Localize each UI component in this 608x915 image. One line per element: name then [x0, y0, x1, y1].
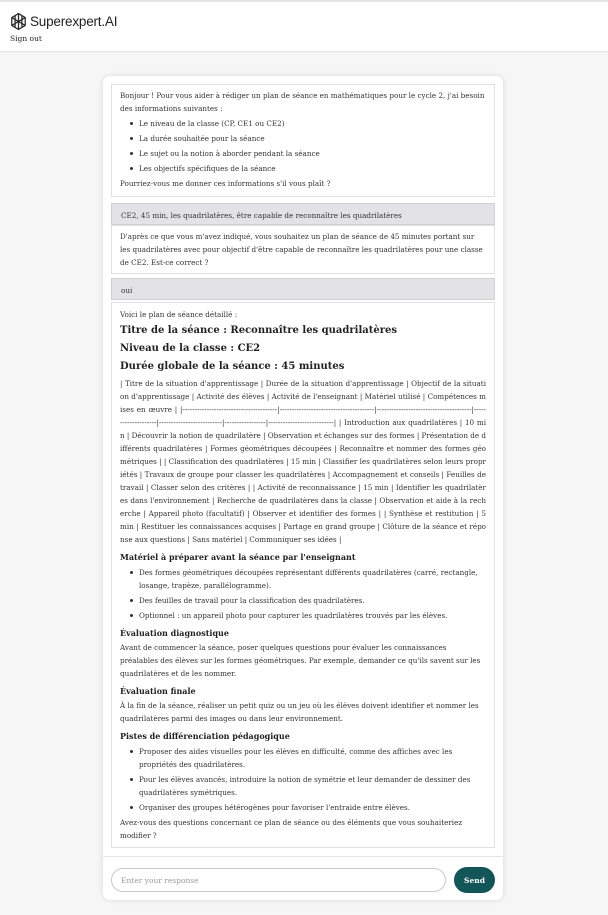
message-text: CE2, 45 min, les quadrilatères, être capable de reconnaître les quadrilatères [121, 211, 402, 220]
differentiation-heading: Pistes de différenciation pédagogique [120, 731, 290, 741]
lesson-plan-table: | Titre de la situation d'apprentissage | Durée de la situation d'apprentissage | Objectif de la situation d'apprentissage | Activité des élèves | Activité de l'enseignant | Matériel utilisé | Compétences mises en œuvre | |---------------------------------------|---------------------------------------|---------------------------------------|--------------------|--------------------------|-----------------|---------------------------| | Introduction aux quadrilatères | 10 min | Découvrir la notion de quadrilatère | Observation et échanges sur des formes | Présentation de différents quadrilatères | Formes géométriques découpées | Reconnaître et nommer des formes géométriques | | Classification des quadrilatères | 15 min | Classifier les quadrilatères selon leurs propriétés | Travaux de groupe pour classer les quadrilatères | Accompagnement et conseils | Feuilles de travail | Classer selon des critères | | Activité de reconnaissance | 15 min | Identifier les quadrilatères dans l'environnement | Recherche de quadrilatères dans la classe | Observation et aide à la recherche | Appareil photo (facultatif) | Observer et identifier des formes | | Synthèse et restitution | 5 min | Restituer les connaissances acquises | Partage en grand groupe | Clôture de la séance et réponse aux questions | Sans matériel | Communiquer ses idées | [120, 379, 486, 544]
message-text: Pourriez-vous me donner ces informations s'il vous plaît ? [120, 179, 331, 188]
hexagon-logo-icon [9, 12, 28, 31]
list-item: Le niveau de la classe (CP, CE1 ou CE2) [129, 117, 486, 130]
requirements-list [129, 117, 486, 175]
list-item: Proposer des aides visuelles pour les élèves en difficulté, comme des affiches avec les propriétés des quadrilatères. [129, 745, 486, 771]
list-item: Organiser des groupes hétérogènes pour favoriser l'entraide entre élèves. [129, 801, 486, 814]
differentiation-list [129, 745, 486, 814]
list-item: Le sujet ou la notion à aborder pendant la séance [129, 147, 486, 160]
final-evaluation-text: À la fin de la séance, réaliser un petit quiz ou un jeu où les élèves doivent identifier et nommer les quadrilatères parmi des images ou dans leur environnement. [120, 701, 479, 723]
chat-panel [103, 76, 503, 900]
assistant-message [111, 225, 495, 274]
brand-name: Superexpert.AI [30, 14, 118, 29]
sign-out-link[interactable]: Sign out [10, 34, 42, 43]
user-message [111, 203, 495, 225]
message-text: Bonjour ! Pour vous aider à rédiger un plan de séance en mathématiques pour le cycle 2, j'ai besoin des informations suivantes : [120, 91, 485, 113]
list-item: Pour les élèves avancés, introduire la notion de symétrie et leur demander de dessiner des quadrilatères symétriques. [129, 773, 486, 799]
response-input[interactable] [111, 868, 446, 892]
materials-list [129, 566, 486, 622]
list-item: Des formes géométriques découpées représentant différents quadrilatères (carré, rectangle, losange, trapèze, parallélogramme). [129, 566, 486, 592]
message-text: D'après ce que vous m'avez indiqué, vous souhaitez un plan de séance de 45 minutes portant sur les quadrilatères avec pour objectif d'être capable de reconnaître les quadrilatères pour une classe de CE2. Est-ce correct ? [120, 232, 483, 267]
closing-question: Avez-vous des questions concernant ce plan de séance ou des éléments que vous souhaiteriez modifier ? [120, 818, 463, 840]
assistant-message [111, 84, 495, 197]
session-level: Niveau de la classe : CE2 [120, 343, 261, 354]
final-evaluation-heading: Évaluation finale [120, 686, 196, 696]
assistant-message [111, 302, 495, 848]
session-duration: Durée globale de la séance : 45 minutes [120, 361, 345, 372]
composer [103, 856, 503, 900]
diagnostic-heading: Évaluation diagnostique [120, 628, 229, 638]
list-item: Optionnel : un appareil photo pour capturer les quadrilatères trouvés par les élèves. [129, 609, 486, 622]
brand[interactable] [9, 12, 117, 31]
list-item: La durée souhaitée pour la séance [129, 132, 486, 145]
user-message [111, 278, 495, 300]
message-lead: Voici le plan de séance détaillé : [120, 310, 238, 319]
session-title: Titre de la séance : Reconnaître les quadrilatères [120, 325, 397, 336]
send-button[interactable]: Send [454, 867, 495, 893]
message-text: oui [121, 286, 133, 295]
list-item: Les objectifs spécifiques de la séance [129, 162, 486, 175]
materials-heading: Matériel à préparer avant la séance par l'enseignant [120, 552, 356, 562]
diagnostic-text: Avant de commencer la séance, poser quelques questions pour évaluer les connaissances préalables des élèves sur les formes géométriques. Par exemple, demander ce qu'ils savent sur les quadrilatères et de les nommer. [120, 643, 481, 678]
top-bar [0, 0, 608, 52]
list-item: Des feuilles de travail pour la classification des quadrilatères. [129, 594, 486, 607]
